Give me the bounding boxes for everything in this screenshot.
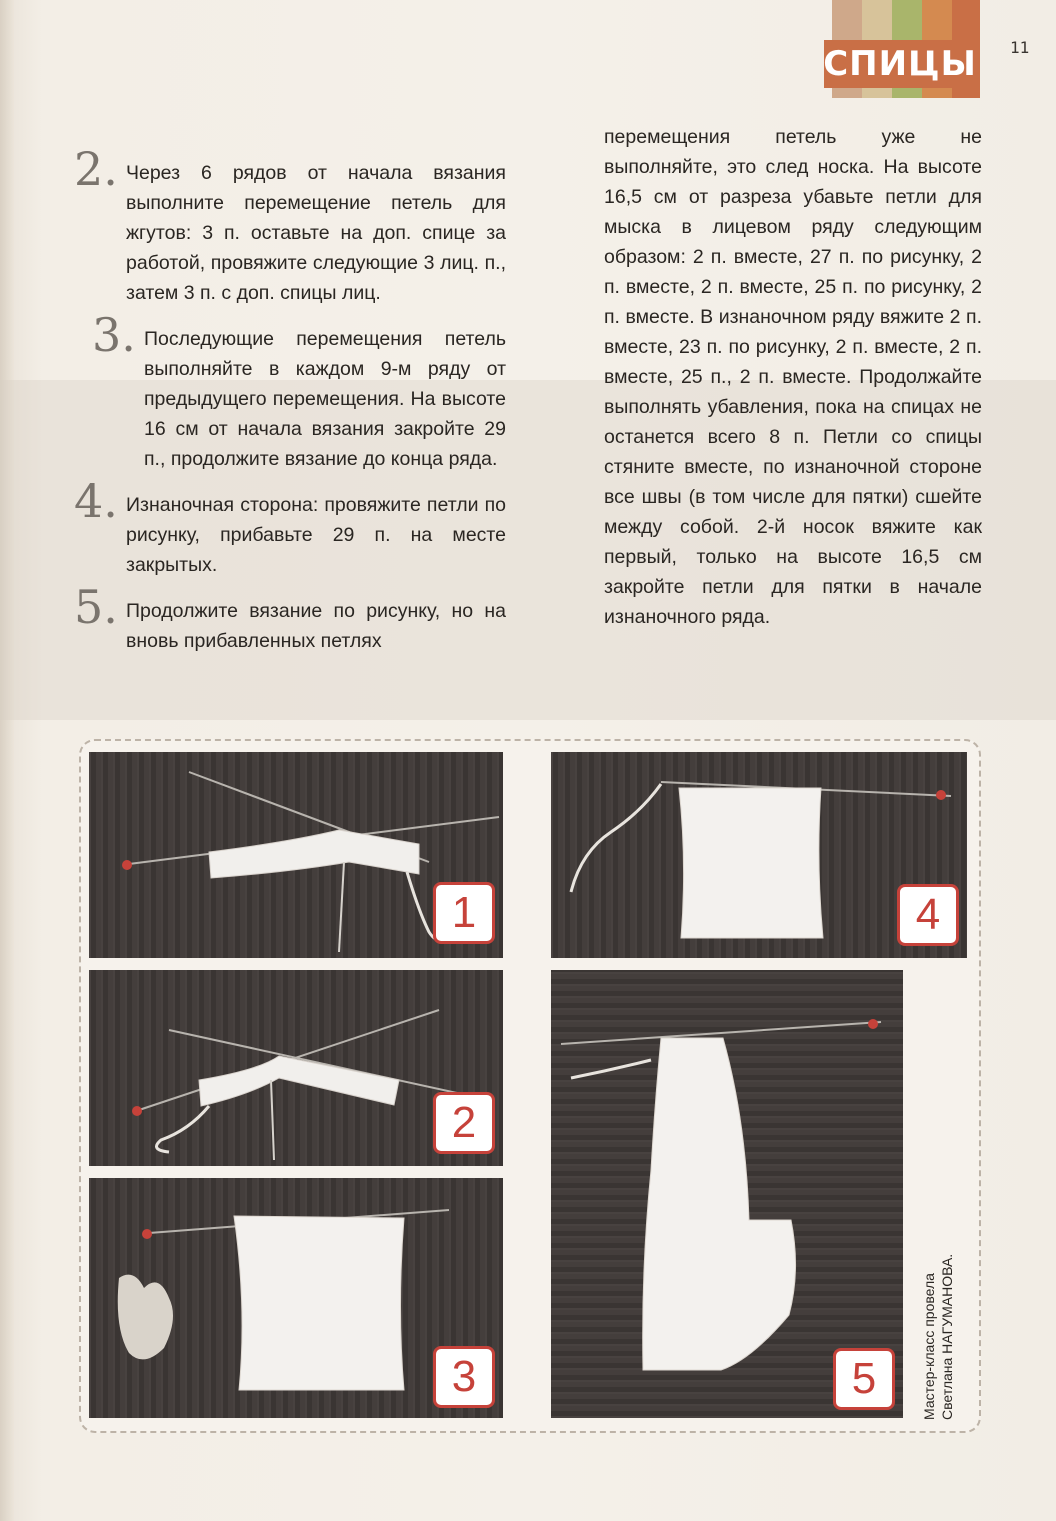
photo-5-number: 5 [833, 1348, 895, 1410]
photo-1-number: 1 [433, 882, 495, 944]
step-2 [74, 142, 506, 308]
step-number: 4. [74, 474, 118, 528]
step-text: Последующие перемещения петель выполняйте в каждом 9-м ряду от предыдущего перемещения. На высоте 16 см от начала вязания закройте 29 п., продолжите вязание до конца ряда. [144, 328, 506, 470]
page-number: 11 [1010, 38, 1030, 57]
step-text: Продолжите вязание по рисунку, но на вновь прибавленных петлях [126, 600, 506, 652]
step-number: 5. [74, 580, 118, 634]
photo-3-number: 3 [433, 1346, 495, 1408]
step-4 [74, 474, 506, 580]
step-5 [74, 580, 506, 656]
step-text: Через 6 рядов от начала вязания выполните перемещение петель для жгутов: 3 п. оставьте на доп. спице за работой, провяжите следующие 3 лиц. п., затем 3 п. с доп. спицы лиц. [126, 162, 506, 304]
step-text: Изнаночная сторона: провяжите петли по рисунку, прибавьте 29 п. на месте закрытых. [126, 494, 506, 576]
step-number: 2. [74, 142, 118, 196]
section-title: СПИЦЫ [824, 40, 976, 88]
step-number: 3. [92, 308, 136, 362]
photo-5 [551, 970, 903, 1418]
step-3 [92, 308, 506, 474]
page-spine [0, 0, 14, 1521]
photo-4 [551, 752, 967, 958]
photo-2 [89, 970, 503, 1166]
credit-line-2: Светлана НАГУМАНОВА. [939, 1253, 955, 1420]
credit [920, 1254, 956, 1420]
credit-line-1: Мастер-класс провела [921, 1273, 937, 1420]
right-text-column [604, 122, 982, 632]
photo-4-number: 4 [897, 884, 959, 946]
photo-2-number: 2 [433, 1092, 495, 1154]
continued-text: перемещения петель уже не выполняйте, это след носка. На высоте 16,5 см от разреза убавьте петли для мыска в лицевом ряду следующим образом: 2 п. вместе, 27 п. по рисунку, 2 п. вместе, 2 п. вместе, 25 п. по рисунку, 2 п. вместе. В изнаночном ряду вяжите 2 п. вместе, 23 п. по рисунку, 2 п. вместе, 2 п. вместе, 25 п., 2 п. вместе. Продолжайте выполнять убавления, пока на спицах не останется всего 8 п. Петли со спицы стяните вместе, по изнаночной стороне все швы (в том числе для пятки) сшейте между собой. 2-й носок вяжите как первый, только на высоте 16,5 см закройте петли для пятки в начале изнаночного ряда. [604, 126, 982, 628]
left-text-column [74, 142, 506, 656]
photo-3 [89, 1178, 503, 1418]
photo-1 [89, 752, 503, 958]
